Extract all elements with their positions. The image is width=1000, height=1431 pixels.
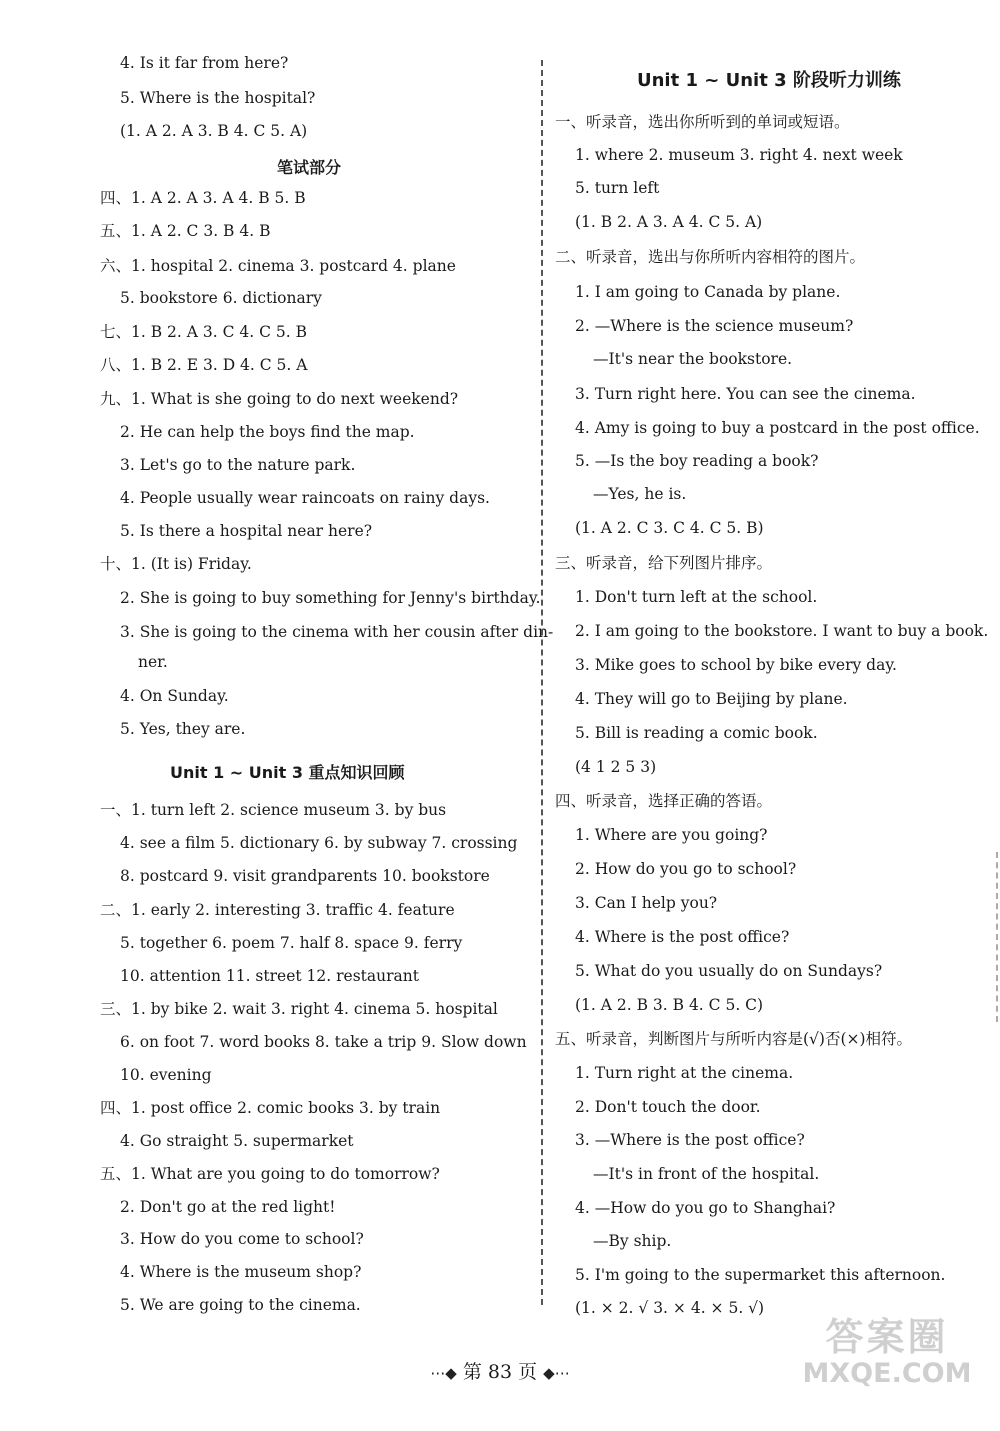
answer-key: (1. B 2. A 3. A 4. C 5. A) (575, 213, 763, 231)
answer-line: 5. turn left (575, 179, 660, 197)
answer-line: 5. What do you usually do on Sundays? (575, 962, 883, 980)
answer-line: 2. I am going to the bookstore. I want to buy a book. (575, 622, 989, 640)
section-title-review: Unit 1 ~ Unit 3 重点知识回顾 (170, 763, 405, 782)
question-heading: 二、听录音，选出与你所听内容相符的图片。 (555, 248, 866, 266)
answer-line: 4. People usually wear raincoats on rainy days. (120, 489, 490, 507)
answer-key: (1. A 2. C 3. C 4. C 5. B) (575, 519, 764, 537)
edge-dash-mark (996, 852, 998, 1022)
answer-line: —It's in front of the hospital. (593, 1165, 820, 1183)
answer-line: 3. Can I help you? (575, 894, 718, 912)
answer-line: 九、1. What is she going to do next weekend? (100, 390, 459, 408)
answer-line: 3. How do you come to school? (120, 1230, 364, 1248)
footer-ornament-left: ⋯◆ (430, 1364, 457, 1382)
answer-line: 5. Bill is reading a comic book. (575, 724, 818, 742)
watermark-logo (792, 1315, 982, 1389)
answer-line: 一、1. turn left 2. science museum 3. by bus (100, 801, 447, 819)
answer-line: 10. evening (120, 1066, 212, 1084)
answer-line: 2. Don't touch the door. (575, 1098, 761, 1116)
answer-line: 10. attention 11. street 12. restaurant (120, 967, 419, 985)
question-heading: 四、听录音，选择正确的答语。 (555, 792, 773, 810)
section-title-written: 笔试部分 (277, 158, 342, 177)
answer-line: 5. Where is the hospital? (120, 89, 316, 107)
answer-line: 3. Let's go to the nature park. (120, 456, 356, 474)
question-heading: 一、听录音，选出你所听到的单词或短语。 (555, 113, 850, 131)
answer-line: 3. Turn right here. You can see the cinema. (575, 385, 916, 403)
answer-line: 3. She is going to the cinema with her cousin after din- (120, 623, 554, 641)
answer-line: 8. postcard 9. visit grandparents 10. bookstore (120, 867, 490, 885)
answer-line: 二、1. early 2. interesting 3. traffic 4. feature (100, 901, 455, 919)
answer-line: 4. Amy is going to buy a postcard in the post office. (575, 419, 980, 437)
section-title-listening: Unit 1 ~ Unit 3 阶段听力训练 (637, 70, 901, 91)
answer-line: 3. Mike goes to school by bike every day. (575, 656, 897, 674)
answer-line: 2. He can help the boys find the map. (120, 423, 415, 441)
answer-line: 4. Where is the museum shop? (120, 1263, 362, 1281)
answer-line: —By ship. (593, 1232, 672, 1250)
answer-line: 2. —Where is the science museum? (575, 317, 854, 335)
answer-line: 4. On Sunday. (120, 687, 229, 705)
answer-line: ner. (138, 653, 168, 671)
answer-line: 1. Turn right at the cinema. (575, 1064, 794, 1082)
answer-key: (1. × 2. √ 3. × 4. × 5. √) (575, 1299, 765, 1317)
answer-line: 2. How do you go to school? (575, 860, 797, 878)
answer-line: 5. bookstore 6. dictionary (120, 289, 322, 307)
answer-line: 4. Go straight 5. supermarket (120, 1132, 354, 1150)
answer-line: 六、1. hospital 2. cinema 3. postcard 4. plane (100, 257, 456, 275)
answer-line: —It's near the bookstore. (593, 350, 793, 368)
answer-line: 1. where 2. museum 3. right 4. next week (575, 146, 903, 164)
answer-line: 五、1. A 2. C 3. B 4. B (100, 222, 271, 240)
answer-line: 5. Yes, they are. (120, 720, 246, 738)
answer-line: 3. —Where is the post office? (575, 1131, 805, 1149)
answer-line: 三、1. by bike 2. wait 3. right 4. cinema 5. hospital (100, 1000, 498, 1018)
watermark-url: MXQE.COM (802, 1358, 972, 1389)
answer-line: 1. Where are you going? (575, 826, 768, 844)
answer-line: 四、1. A 2. A 3. A 4. B 5. B (100, 189, 306, 207)
answer-line: 5. I'm going to the supermarket this afternoon. (575, 1266, 946, 1284)
answer-line: 5. together 6. poem 7. half 8. space 9. ferry (120, 934, 463, 952)
footer-ornament-right: ◆⋯ (543, 1364, 570, 1382)
answer-line: 四、1. post office 2. comic books 3. by train (100, 1099, 441, 1117)
question-heading: 三、听录音，给下列图片排序。 (555, 554, 773, 572)
column-divider (541, 60, 543, 1305)
answer-line: 2. Don't go at the red light! (120, 1198, 336, 1216)
answer-line: 4. Is it far from here? (120, 54, 289, 72)
answer-line: 4. Where is the post office? (575, 928, 790, 946)
answer-line: 5. —Is the boy reading a book? (575, 452, 819, 470)
answer-line: 4. They will go to Beijing by plane. (575, 690, 848, 708)
answer-line: 十、1. (It is) Friday. (100, 555, 252, 573)
answer-line: 五、1. What are you going to do tomorrow? (100, 1165, 440, 1183)
answer-line: 4. see a film 5. dictionary 6. by subway 7. crossing (120, 834, 518, 852)
answer-line: 七、1. B 2. A 3. C 4. C 5. B (100, 323, 307, 341)
answer-line: 6. on foot 7. word books 8. take a trip 9. Slow down (120, 1033, 527, 1051)
answer-line: 八、1. B 2. E 3. D 4. C 5. A (100, 356, 308, 374)
answer-key: (1. A 2. B 3. B 4. C 5. C) (575, 996, 764, 1014)
page-number: 第 83 页 (462, 1361, 538, 1383)
answer-line: 4. —How do you go to Shanghai? (575, 1199, 836, 1217)
answer-line: 5. Is there a hospital near here? (120, 522, 373, 540)
answer-key: (1. A 2. A 3. B 4. C 5. A) (120, 122, 308, 140)
watermark-title: 答案圈 (825, 1315, 949, 1359)
answer-line: 1. I am going to Canada by plane. (575, 283, 841, 301)
answer-key: (4 1 2 5 3) (575, 758, 657, 776)
question-heading: 五、听录音，判断图片与所听内容是(√)否(×)相符。 (555, 1030, 913, 1048)
answer-line: 2. She is going to buy something for Jenny's birthday. (120, 589, 541, 607)
answer-line: —Yes, he is. (593, 485, 687, 503)
answer-line: 1. Don't turn left at the school. (575, 588, 818, 606)
answer-line: 5. We are going to the cinema. (120, 1296, 361, 1314)
